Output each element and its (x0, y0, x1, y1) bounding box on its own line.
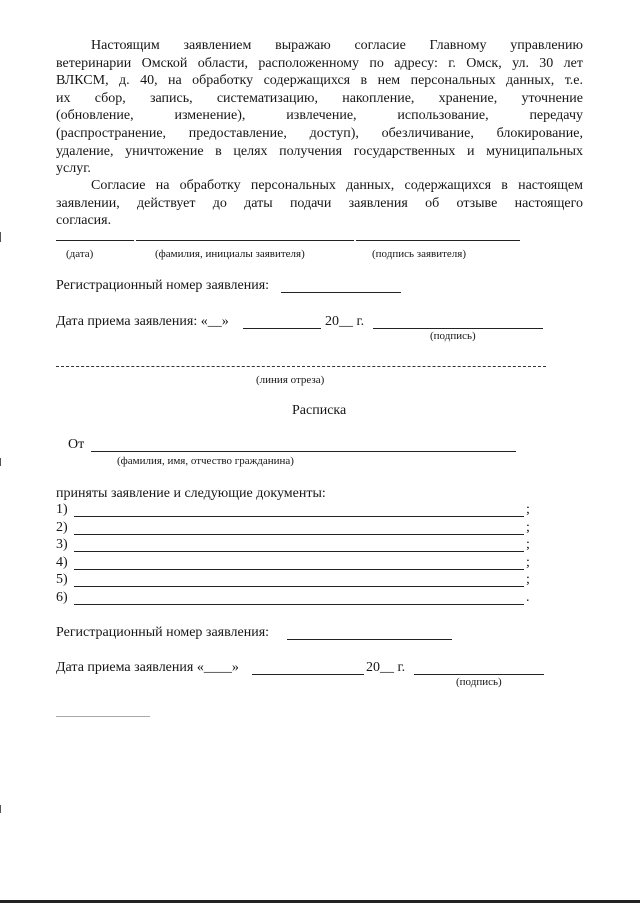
document-item-ending: ; (526, 537, 530, 552)
cut-line (56, 366, 546, 367)
registration-number-field[interactable] (281, 292, 401, 293)
name-signature-line[interactable] (136, 240, 354, 241)
validity-line: Согласие на обработку персональных данных, содержащихся в настоящем (91, 178, 583, 193)
receipt-acceptance-month-field[interactable] (252, 674, 364, 675)
receipt-acceptance-signature-caption: (подпись) (456, 676, 502, 688)
document-item-field[interactable] (74, 516, 524, 517)
consent-line: их сбор, запись, систематизацию, накопление, хранение, уточнение (56, 90, 583, 106)
scan-edge-line (0, 900, 640, 903)
scan-mark (0, 232, 1, 242)
cut-line-caption: (линия отреза) (256, 374, 325, 386)
document-item-field[interactable] (74, 551, 524, 552)
documents-accepted-label: приняты заявление и следующие документы: (56, 486, 326, 501)
receipt-title: Расписка (292, 403, 347, 418)
receipt-registration-number-field[interactable] (287, 639, 452, 640)
document-item-ending: . (526, 590, 530, 605)
receipt-acceptance-signature-field[interactable] (414, 674, 544, 675)
document-item-number: 2) (56, 520, 68, 535)
name-caption: (фамилия, инициалы заявителя) (155, 248, 305, 260)
registration-number-label: Регистрационный номер заявления: (56, 278, 270, 293)
document-item-ending: ; (526, 502, 530, 517)
receipt-from-label: От (68, 437, 85, 452)
consent-line: ветеринарии Омской области, расположенному по адресу: г. Омск, ул. 30 лет (56, 55, 583, 71)
consent-paragraph (56, 37, 583, 178)
date-caption: (дата) (66, 248, 94, 260)
citizen-name-field[interactable] (91, 451, 516, 452)
receipt-registration-number-label: Регистрационный номер заявления: (56, 625, 270, 640)
consent-line: услуг. (56, 161, 91, 177)
document-item-ending: ; (526, 555, 530, 570)
document-item-field[interactable] (74, 604, 524, 605)
validity-paragraph (56, 177, 583, 230)
acceptance-year: 20__ г. (325, 314, 365, 329)
consent-line: удаление, уничтожение в целях получения государственных и муниципальных (56, 143, 583, 159)
citizen-name-caption: (фамилия, имя, отчество гражданина) (117, 455, 294, 467)
consent-line: Настоящим заявлением выражаю согласие Главному управлению (91, 38, 583, 53)
document-item-ending: ; (526, 572, 530, 587)
document-item-number: 5) (56, 572, 68, 587)
applicant-signature-line[interactable] (356, 240, 520, 241)
signature-caption: (подпись заявителя) (372, 248, 467, 260)
document-item-ending: ; (526, 520, 530, 535)
consent-line: ВЛКСМ, д. 40, на обработку содержащихся в нем персональных данных, т.е. (56, 73, 583, 89)
acceptance-month-field[interactable] (243, 328, 321, 329)
consent-line: (распространение, предоставление, доступ), обезличивание, блокирование, (56, 125, 583, 141)
footnote-separator (56, 716, 150, 717)
validity-line: заявлении, действует до даты подачи заявления об отзыве настоящего (56, 195, 583, 211)
document-item-field[interactable] (74, 569, 524, 570)
document-item-number: 3) (56, 537, 68, 552)
date-signature-line[interactable] (56, 240, 134, 241)
acceptance-signature-field[interactable] (373, 328, 543, 329)
document-item-field[interactable] (74, 586, 524, 587)
scan-mark (0, 805, 1, 813)
document-item-number: 4) (56, 555, 68, 570)
document-item-number: 1) (56, 502, 68, 517)
validity-line: согласия. (56, 213, 112, 229)
receipt-acceptance-date-label: Дата приема заявления «____» (56, 660, 239, 675)
document-item-field[interactable] (74, 534, 524, 535)
document-item-number: 6) (56, 590, 68, 605)
consent-line: (обновление, изменение), извлечение, использование, передачу (56, 108, 583, 124)
acceptance-date-label: Дата приема заявления: «__» (56, 314, 229, 329)
receipt-acceptance-year: 20__ г. (366, 660, 406, 675)
scan-mark (0, 458, 1, 466)
acceptance-signature-caption: (подпись) (430, 330, 476, 342)
